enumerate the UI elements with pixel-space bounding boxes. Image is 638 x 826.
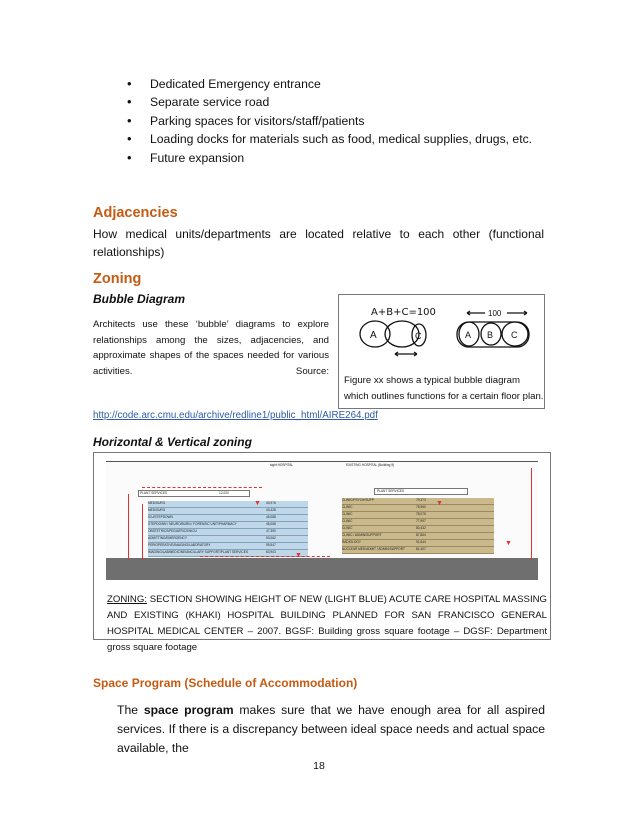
floor-row — [342, 519, 494, 526]
floor-label: OBSTETRICS/PEDIATRICS/NICU — [148, 529, 197, 533]
floor-value: 45,088 — [266, 515, 276, 519]
sketch-dimension: 100 — [488, 309, 502, 318]
floor-value: 77,997 — [416, 519, 426, 523]
floor-value: 75,960 — [416, 505, 426, 509]
sketch-label-b: B — [487, 330, 494, 340]
ground-section — [106, 558, 538, 580]
floor-row — [148, 501, 308, 508]
floor-row — [148, 543, 308, 550]
space-program-term: space program — [143, 703, 234, 717]
floor-value: 47,390 — [266, 529, 276, 533]
floor-value: 80,432 — [416, 526, 426, 530]
floor-label: MED/SURG — [148, 508, 166, 512]
floor-row — [148, 522, 308, 529]
floor-value: 79,373 — [416, 498, 426, 502]
floor-value: 45,068 — [266, 522, 276, 526]
floor-value: 43,976 — [266, 501, 276, 505]
bubble-diagram-heading: Bubble Diagram — [93, 292, 186, 306]
list-item: • Parking spaces for visitors/staff/patients — [127, 112, 532, 130]
height-dimension-line — [128, 494, 129, 560]
floor-label: NUCLEAR MED/ADMIT / ADMIN/SUPPORT — [342, 547, 405, 551]
top-label-right: EXISTING HOSPITAL (Building 5) — [346, 463, 395, 467]
floor-value: 43,428 — [266, 508, 276, 512]
right-plant-label: PLANT SERVICES — [377, 489, 405, 493]
sketch-label-c: C — [415, 331, 422, 341]
list-item: • Loading docks for materials such as food, medical supplies, drugs, etc. — [127, 130, 532, 148]
elevation-marker: ▼ — [295, 552, 302, 559]
top-label-left: sight HOSPITAL — [270, 463, 294, 467]
list-item: • Future expansion — [127, 149, 532, 167]
floor-row — [342, 512, 494, 519]
elevation-marker: ▼ — [436, 500, 443, 507]
source-label: Source: — [295, 365, 329, 377]
floor-label: PERIOPERATIVE/IMAGING/LABORATORY — [148, 543, 211, 547]
top-rule — [106, 461, 538, 462]
left-plant-label: PLANT SERVICES — [140, 491, 168, 495]
zoning-section-figure — [93, 452, 551, 653]
height-limit-line — [142, 487, 262, 488]
horizontal-vertical-zoning-heading: Horizontal & Vertical zoning — [93, 435, 252, 449]
floor-label: IMAGING/LAB/MEDICINE/ANCILLARY SUPPORT/PLANT SERVICES — [148, 550, 248, 554]
bubble-text-body: Architects use these ‘bubble’ diagrams to explore relationships among the sizes, adjacencies, and approximate shapes of the spaces needed for various activities. — [93, 319, 329, 377]
source-link[interactable]: http://code.arc.cmu.edu/archive/redline1/public_html/AIRE264.pdf — [93, 410, 378, 421]
section-drawing — [106, 460, 538, 580]
floor-label: ADMITTING/EMERGENCY — [148, 536, 187, 540]
floor-value: 91,644 — [416, 540, 426, 544]
zoning-heading: Zoning — [93, 271, 142, 287]
existing-building — [342, 498, 494, 554]
space-program-text-post: makes sure that we have enough area for all aspired services. If there is a discrepancy between ideal space needs and actual space available, the — [117, 703, 545, 755]
floor-label: STEPDOWN / NEURO/BURN / FORENSIC UNIT/PHARMACY — [148, 522, 237, 526]
floor-label: CLINIC — [342, 526, 353, 530]
floor-label: CLINIC — [342, 519, 353, 523]
zoning-caption-prefix: ZONING: — [107, 594, 147, 605]
height-limit-line — [200, 556, 330, 557]
height-dimension-line — [531, 468, 532, 560]
sketch-equation: A+B+C=100 — [371, 307, 436, 318]
right-plant-box — [374, 488, 468, 495]
floor-label: CLINIC — [342, 512, 353, 516]
sketch-label-a2: A — [465, 330, 472, 340]
space-program-text-pre: The — [117, 703, 144, 717]
floor-value: 87,864 — [416, 533, 426, 537]
zoning-caption-text: SECTION SHOWING HEIGHT OF NEW (LIGHT BLUE) ACUTE CARE HOSPITAL MASSING AND EXISTING (KHAKI) HOSPITAL BUILDING PLANNED FOR SAN FRANCISCO GENERAL HOSPITAL MEDICAL CENTER – 2007. BGSF: Building gross square footage – DGSF: Department gross square footage — [107, 594, 547, 653]
floor-row — [342, 540, 494, 547]
floor-value: 59,547 — [266, 543, 276, 547]
bubble-diagram-figure — [338, 294, 545, 409]
adjacencies-text: How medical units/departments are located relative to each other (functional relationships) — [93, 227, 544, 259]
floor-label: CLINIC/PSYCH/SUPP — [342, 498, 374, 502]
floor-row — [148, 508, 308, 515]
floor-row — [342, 547, 494, 554]
floor-label: CLINIC — [342, 505, 353, 509]
elevation-marker: ▼ — [254, 500, 261, 507]
bubble-diagram-text — [93, 317, 329, 379]
floor-value: 53,062 — [266, 536, 276, 540]
list-item: • Dedicated Emergency entrance — [127, 75, 532, 93]
zoning-caption — [107, 592, 547, 656]
floor-label: ICU/STEPDOWN — [148, 515, 173, 519]
floor-label: CLINIC / ADMIN/SUPPORT — [342, 533, 382, 537]
figure-caption: Figure xx shows a typical bubble diagram which outlines functions for a certain floor plan. — [344, 375, 544, 402]
new-building — [148, 501, 308, 557]
floor-value: 60,903 — [266, 550, 276, 554]
floor-row — [342, 526, 494, 533]
floor-row — [342, 533, 494, 540]
page-number: 18 — [313, 760, 325, 772]
floor-row — [342, 505, 494, 512]
space-program-heading: Space Program (Schedule of Accommodation) — [93, 676, 358, 690]
bubble-sketch — [339, 295, 544, 370]
elevation-marker: ▼ — [505, 540, 512, 547]
floor-label: MED/SURG — [148, 501, 166, 505]
floor-label: RADIOLOGY — [342, 540, 361, 544]
feature-bullet-list — [127, 75, 532, 167]
height-dimension-line — [142, 504, 143, 560]
left-plant-box — [138, 490, 250, 497]
floor-row — [148, 536, 308, 543]
floor-value: 81,407 — [416, 547, 426, 551]
floor-value: 78,075 — [416, 512, 426, 516]
sketch-label-a: A — [370, 330, 377, 341]
list-item: • Separate service road — [127, 93, 532, 111]
floor-row — [148, 515, 308, 522]
left-plant-value: 12,000 — [219, 491, 229, 495]
adjacencies-heading: Adjacencies — [93, 205, 178, 221]
sketch-label-c2: C — [511, 330, 518, 340]
space-program-text — [117, 701, 545, 758]
floor-row — [342, 498, 494, 505]
floor-row — [148, 529, 308, 536]
